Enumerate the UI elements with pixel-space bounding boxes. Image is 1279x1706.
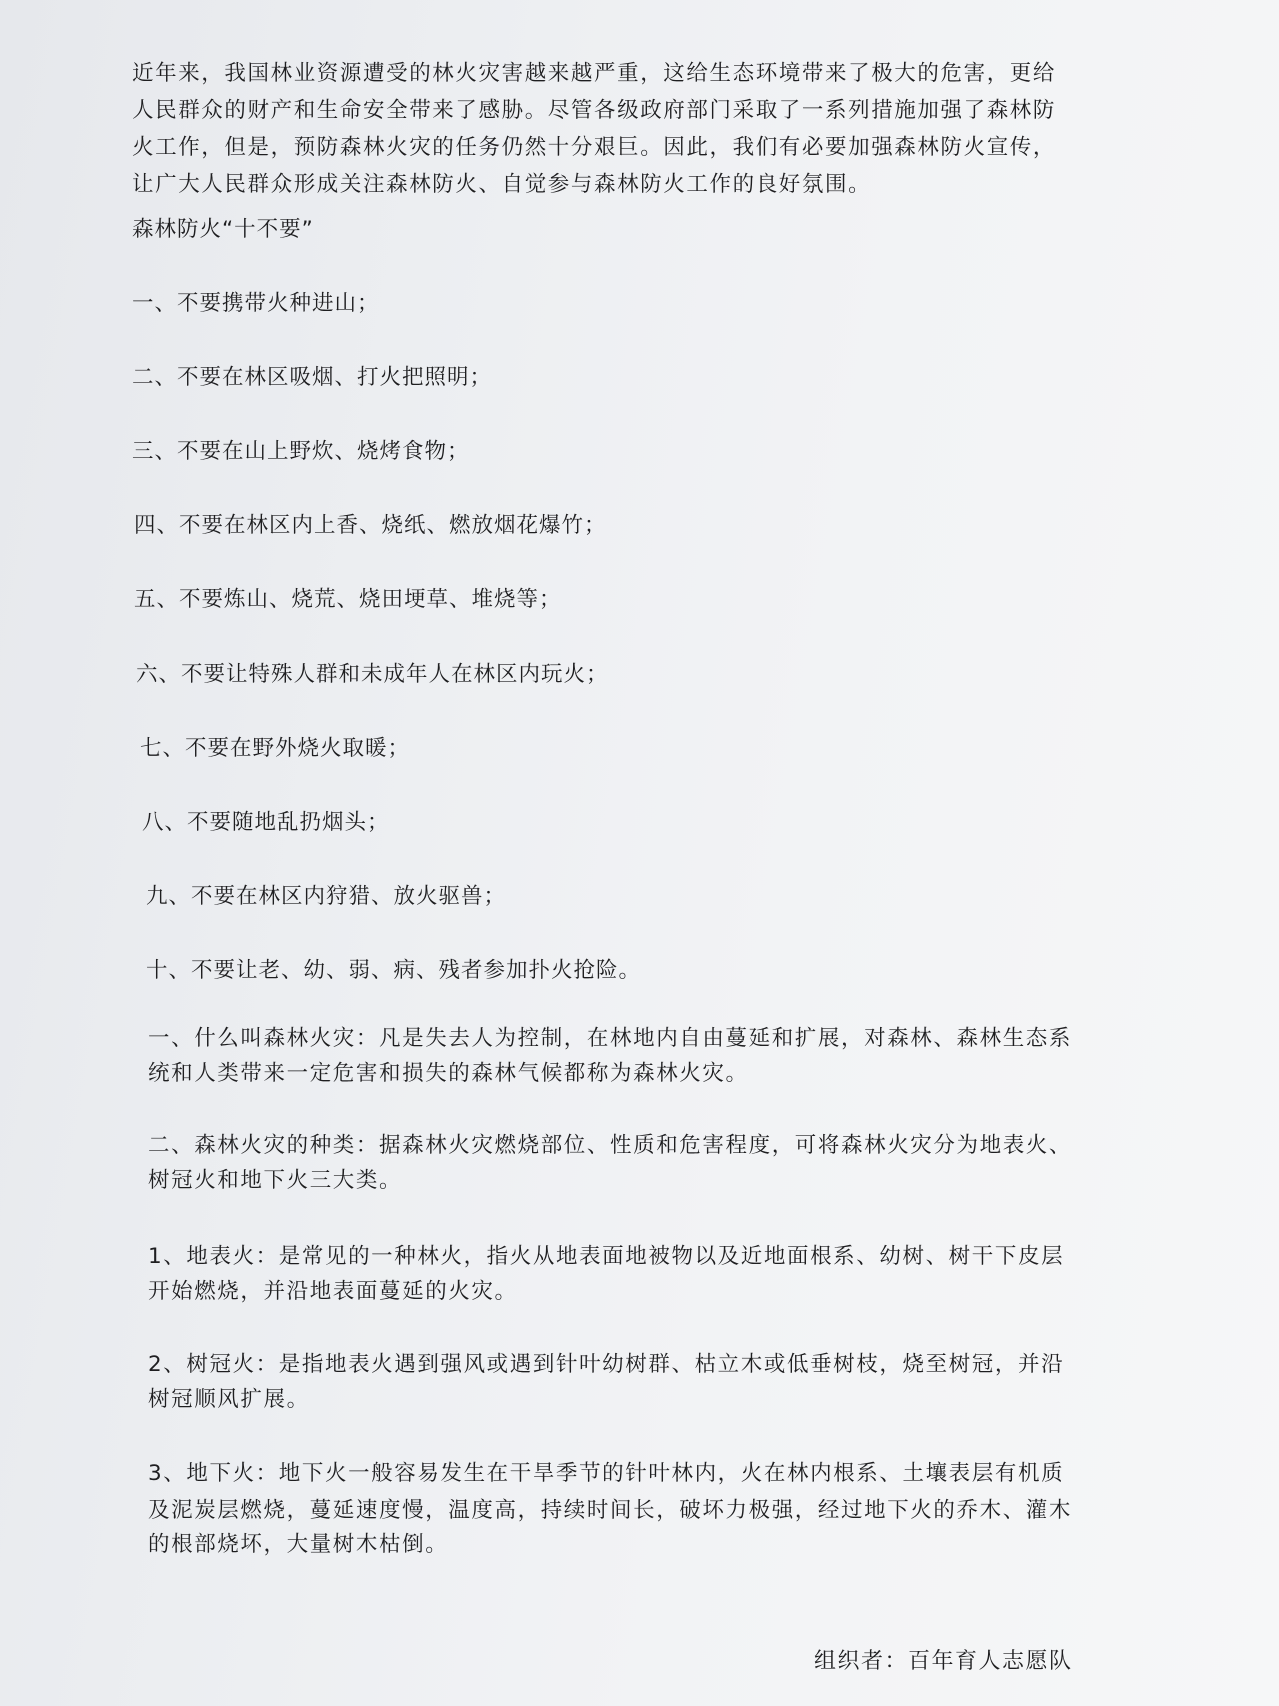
ground-fire-line: 及泥炭层燃烧，蔓延速度慢，温度高，持续时间长，破坏力极强，经过地下火的乔木、灌木 [148, 1498, 1073, 1523]
rule-item: 八、不要随地乱扔烟头； [142, 810, 390, 835]
crown-fire-line: 2、树冠火：是指地表火遇到强风或遇到针叶幼树群、枯立木或低垂树枝，烧至树冠，并沿 [148, 1352, 1065, 1377]
ground-fire-line: 3、地下火：地下火一般容易发生在干旱季节的针叶林内，火在林内根系、土壤表层有机质 [148, 1461, 1065, 1486]
intro-line: 让广大人民群众形成关注森林防火、自觉参与森林防火工作的良好氛围。 [132, 172, 872, 197]
surface-fire-line: 1、地表火：是常见的一种林火，指火从地表面地被物以及近地面根系、幼树、树干下皮层 [148, 1244, 1065, 1269]
rules-title: 森林防火“十不要” [132, 217, 314, 242]
intro-line: 人民群众的财产和生命安全带来了感胁。尽管各级政府部门采取了一系列措施加强了森林防 [132, 98, 1057, 123]
definition-line: 统和人类带来一定危害和损失的森林气候都称为森林火灾。 [148, 1061, 749, 1086]
rule-item: 四、不要在林区内上香、烧纸、燃放烟花爆竹； [134, 513, 607, 538]
types-line: 二、森林火灾的种类：据森林火灾燃烧部位、性质和危害程度，可将森林火灾分为地表火、 [148, 1133, 1073, 1158]
rule-item: 五、不要炼山、烧荒、烧田埂草、堆烧等； [134, 587, 562, 612]
rule-item: 七、不要在野外烧火取暖； [140, 736, 411, 761]
rule-item: 九、不要在林区内狩猎、放火驱兽； [146, 884, 507, 909]
definition-line: 一、什么叫森林火灾：凡是失去人为控制，在林地内自由蔓延和扩展，对森林、森林生态系 [148, 1026, 1073, 1051]
rule-item: 一、不要携带火种进山； [132, 291, 380, 316]
rule-item: 二、不要在林区吸烟、打火把照明； [132, 365, 493, 390]
intro-line: 火工作，但是，预防森林火灾的任务仍然十分艰巨。因此，我们有必要加强森林防火宣传， [132, 135, 1057, 160]
crown-fire-line: 树冠顺风扩展。 [148, 1387, 310, 1412]
ground-fire-line: 的根部烧坏，大量树木枯倒。 [148, 1532, 449, 1557]
rule-item: 三、不要在山上野炊、烧烤食物； [132, 439, 470, 464]
types-line: 树冠火和地下火三大类。 [148, 1168, 403, 1193]
surface-fire-line: 开始燃烧，并沿地表面蔓延的火灾。 [148, 1279, 518, 1304]
rule-item: 六、不要让特殊人群和未成年人在林区内玩火； [136, 662, 609, 687]
organizer-signature: 组织者：百年育人志愿队 [814, 1649, 1073, 1674]
rule-item: 十、不要让老、幼、弱、病、残者参加扑火抢险。 [146, 958, 642, 983]
intro-line: 近年来，我国林业资源遭受的林火灾害越来越严重，这给生态环境带来了极大的危害，更给 [132, 61, 1057, 86]
